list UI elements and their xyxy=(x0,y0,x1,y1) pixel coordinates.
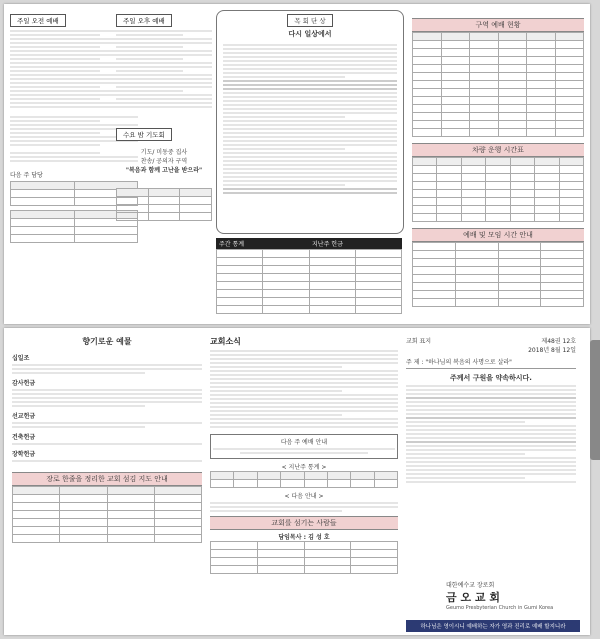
stats-label: < 지난주 통계 > xyxy=(281,464,327,471)
offering-item-1: 십일조 xyxy=(12,355,30,362)
cover-theme: 주 제 : "하나님의 복음의 사명으로 살라" xyxy=(406,357,576,369)
district-table xyxy=(412,32,584,137)
wed-hymn: 찬송/ 공의자 구역 xyxy=(140,158,188,165)
meeting-times-header: 예배 및 모임 시간 안내 xyxy=(412,228,584,242)
scroll-tab[interactable] xyxy=(590,340,600,460)
church-signature: 대한예수교 장로회 금 오 교 회 Geumo Presbyterian Church in Gumi Korea xyxy=(446,582,554,611)
next-week-box: 다음 주 예배 안내 xyxy=(210,434,398,459)
bulletin-outer-page xyxy=(4,328,590,635)
wednesday-header: 수요 밤 기도회 xyxy=(116,128,172,141)
weekly-stats-table: 주간 통계 지난주 헌금 xyxy=(216,238,402,314)
cover-footer-bar: 하나님은 영이시니 예배하는 자가 영과 진리로 예배 할지니라 xyxy=(406,620,580,632)
pastor-letter-header: 목 회 단 상 xyxy=(287,14,332,27)
district-column xyxy=(412,4,584,324)
offering-item-3: 선교헌금 xyxy=(12,413,36,420)
servants-header: 교회를 섬기는 사람들 xyxy=(210,516,398,530)
offering-header: 향기로운 예물 xyxy=(82,337,132,346)
wed-duty-table xyxy=(116,188,212,221)
news-header: 교회소식 xyxy=(210,337,241,346)
news-column xyxy=(210,328,398,635)
schedule-table: 다음 주 담당 xyxy=(10,170,138,243)
cover-top xyxy=(406,336,576,345)
afternoon-column xyxy=(116,4,212,324)
offering-item-5: 장학헌금 xyxy=(12,451,36,458)
cover-top-left: 교회 표지 xyxy=(406,338,432,345)
pastor-letter-box xyxy=(216,10,404,234)
shuttle-table xyxy=(412,157,584,222)
servants-table xyxy=(210,541,398,574)
offering-item-2: 감사헌금 xyxy=(12,380,36,387)
district-header: 구역 예배 현황 xyxy=(412,18,584,32)
meeting-times-table xyxy=(412,242,584,307)
service-map-header: 장로 한줄을 정리한 교회 섬김 지도 안내 xyxy=(12,472,202,486)
cover-date: 2018년 8월 12일 xyxy=(528,347,576,354)
service-map-table xyxy=(12,486,202,543)
senior-pastor: 담임목사 : 김 성 호 xyxy=(278,534,330,541)
offering-column xyxy=(12,328,202,635)
news-stats-table xyxy=(210,471,398,488)
offering-item-4: 건축헌금 xyxy=(12,434,36,441)
bulletin-inner-page xyxy=(4,4,590,324)
cover-verse-title: 주께서 구원을 약속하시다. xyxy=(450,374,532,382)
shuttle-header: 차량 운행 시간표 xyxy=(412,143,584,157)
sunday-morning-header: 주일 오전 예배 xyxy=(10,14,66,27)
wed-prayer: 기도/ 미동중 집사 xyxy=(140,149,188,156)
sunday-afternoon-header: 주일 오후 예배 xyxy=(116,14,172,27)
next-info-label: < 다음 안내 > xyxy=(284,493,324,500)
cover-top-right: 제48권 12호 xyxy=(541,338,576,345)
pastor-letter-subtitle: 다시 일상에서 xyxy=(288,30,332,38)
pastor-column xyxy=(216,4,406,324)
cover-column xyxy=(406,328,576,635)
wed-note: "복음과 함께 고난을 받으라" xyxy=(125,167,203,174)
